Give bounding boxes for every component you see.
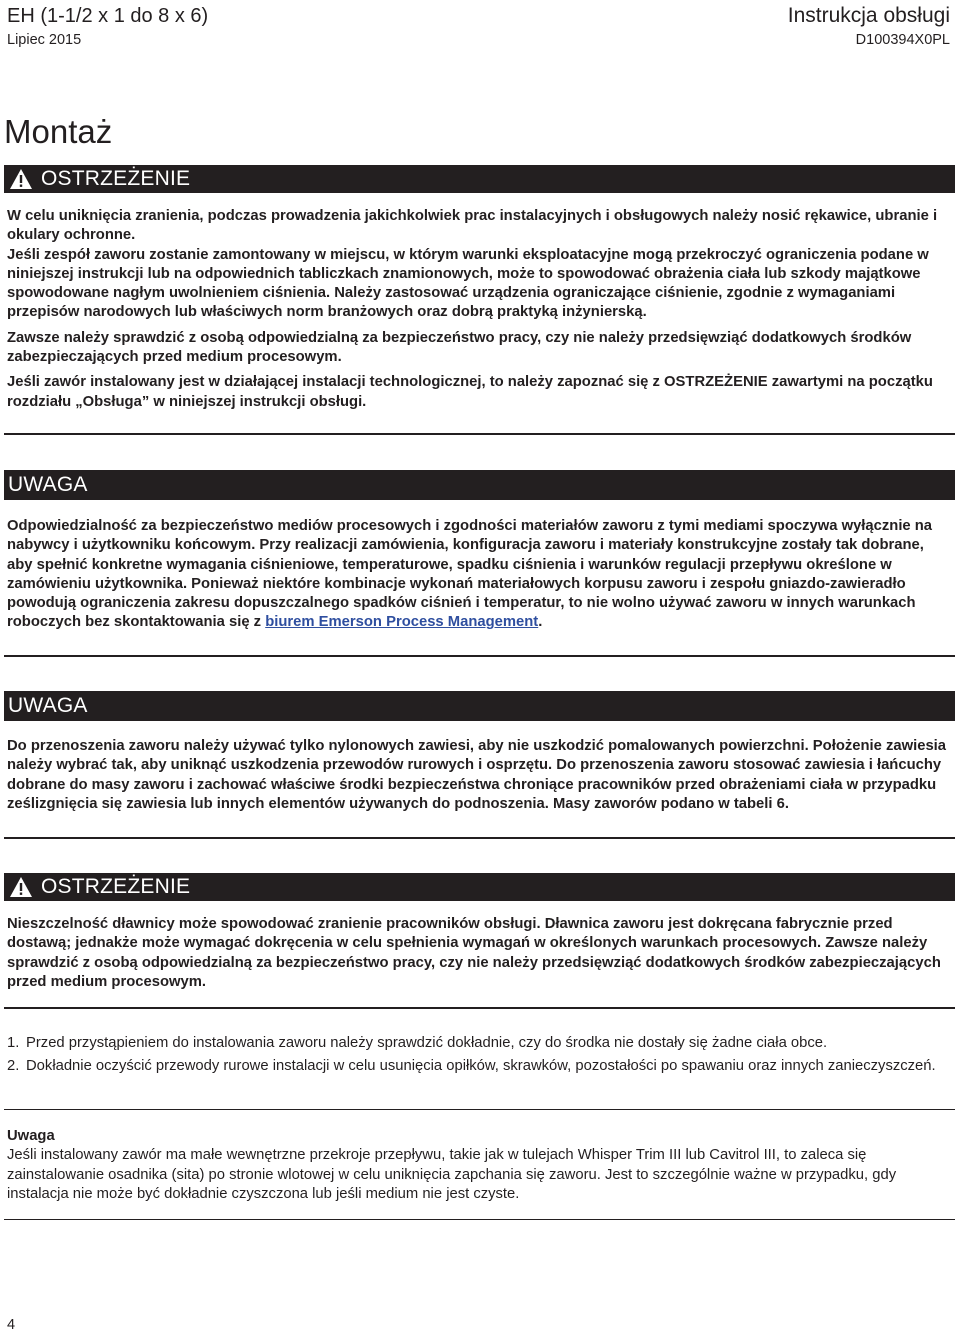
divider <box>4 1109 955 1110</box>
emerson-contact-link[interactable]: biurem Emerson Process Management <box>265 614 539 631</box>
warning-label: OSTRZEŻENIE <box>41 875 191 898</box>
divider <box>4 655 955 657</box>
warning-paragraph: Nieszczelność dławnicy może spowodować zranienie pracowników obsługi. Dławnica zaworu jest dokręcana fabrycznie przed dostawą; jednakże może wymagać dokręcenia w celu spełnienia wymagań w określonych warunkach procesowych. Zawsze należy sprawdzić z osobą odpowiedzialną za bezpieczeństwo pracy, czy nie należy przedsięwziąć dodatkowych środków zabezpieczających przed medium procesowym. <box>7 916 941 990</box>
note-text: Jeśli instalowany zawór ma małe wewnętrzne przekroje przepływu, takie jak w tulejach Whisper Trim III lub Cavitrol III, to zaleca się zainstalowanie osadnika (sita) po stronie wlotowej w celu uniknięcia zapchania się zaworu. Jest to szczególnie ważne w przypadku, gdy instalacja nie może być dokładnie czyszczona lub jeśli medium nie jest czyste. <box>7 1147 897 1202</box>
warning-paragraph: Jeśli zawór instalowany jest w działającej instalacji technologicznej, to należy zapoznać się z OSTRZEŻENIE zawartymi na początku rozdziału „Obsługa” w niniejszej instrukcji obsługi. <box>7 374 933 410</box>
notice-paragraph <box>7 517 953 633</box>
product-name: EH (1-1/2 x 1 do 8 x 6) <box>7 5 209 27</box>
notice-body <box>7 737 953 814</box>
notice-text-end: . <box>538 614 543 631</box>
header-right <box>788 4 950 50</box>
list-item <box>7 1034 953 1053</box>
notice-body <box>7 517 953 633</box>
step-text: Przed przystąpieniem do instalowania zaworu należy sprawdzić dokładnie, czy do środka nie dostały się żadne ciała obce. <box>26 1035 828 1051</box>
notice-text: Odpowiedzialność za bezpieczeństwo mediów procesowych i zgodności materiałów zaworu z tymi mediami spoczywa wyłącznie na nabywcy i użytkowniku końcowym. Przy realizacji zamówienia, konfiguracja zaworu i materiały konstrukcyjne zostały tak dobrane, aby spełnić konkretne wymagania ciśnieniowe, temperaturowe, spadku ciśnienia i warunków regulacji przepływu określone w zamówieniu użytkownika. Ponieważ niektóre kombinacje wykonań materiałowych korpusu zaworu i zespołu gniazdo-zawieradło powodują ograniczenia zakresu dopuszczalnego spadków ciśnień i temperatur, to nie wolno używać zaworu w innych warunkach roboczych bez skontaktowania się z <box>7 518 933 631</box>
warning-body <box>7 915 953 992</box>
step-number: 1. <box>7 1035 20 1051</box>
warning-paragraph: Zawsze należy sprawdzić z osobą odpowiedzialną za bezpieczeństwo pracy, czy nie należy przedsięwziąć dodatkowych środków zabezpieczających przed medium procesowym. <box>7 329 912 366</box>
divider <box>4 433 955 435</box>
notice-label: UWAGA <box>8 473 88 496</box>
warning-label: OSTRZEŻENIE <box>41 167 191 190</box>
notice-banner <box>4 691 955 721</box>
publication-date: Lipiec 2015 <box>7 32 82 48</box>
notice-label: UWAGA <box>8 694 88 717</box>
list-item <box>7 1057 953 1076</box>
notice-paragraph: Do przenoszenia zaworu należy używać tylko nylonowych zawiesi, aby nie uszkodzić pomalowanych powierzchni. Położenie zawiesia należy wybrać tak, aby uniknąć uszkodzenia przewodów rurowych i osprzętu. Do przenoszenia zaworu stosować zawiesia i łańcuchy dobrane do masy zaworu i zachować właściwe środki bezpieczeństwa chroniące pracowników przed obrażeniami ciała w przypadku ześlizgnięcia się zawiesia lub innych elementów używanych do podnoszenia. Masy zaworów podano w tabeli 6. <box>7 738 947 812</box>
warning-banner <box>4 873 955 901</box>
warning-triangle-icon <box>9 168 33 190</box>
step-number: 2. <box>7 1058 20 1075</box>
divider <box>4 837 955 839</box>
document-number: D100394X0PL <box>855 32 950 48</box>
divider <box>4 1007 955 1009</box>
warning-body <box>7 207 953 412</box>
step-text: Dokładnie oczyścić przewody rurowe instalacji w celu usunięcia opiłków, skrawków, pozostałości po spawaniu oraz innych zanieczyszczeń. <box>26 1058 936 1075</box>
note-title: Uwaga <box>7 1128 55 1144</box>
warning-paragraph: Jeśli zespół zaworu zostanie zamontowany w miejscu, w którym warunki eksploatacyjne mogą przekroczyć ograniczenia podane w niniejszej instrukcji lub na odpowiednich tabliczkach znamionowych, może to spowodować obrażenia ciała lub szkody majątkowe spowodowane nagłym uwolnieniem ciśnienia. Należy zastosować urządzenia ograniczające ciśnienie, zgodnie z wymaganiami przepisów narodowych lub właściwych norm branżowych oraz dobrą praktyką inżynierską. <box>7 246 929 321</box>
document-type: Instrukcja obsługi <box>787 4 950 27</box>
section-title: Montaż <box>4 113 113 150</box>
notice-banner <box>4 470 955 500</box>
header-left <box>7 4 208 50</box>
page-number: 4 <box>7 1317 16 1333</box>
divider <box>4 1219 955 1220</box>
page-header <box>0 0 960 50</box>
note-box <box>7 1127 953 1204</box>
warning-triangle-icon <box>9 876 33 898</box>
installation-steps <box>7 1034 953 1081</box>
warning-banner <box>4 165 955 193</box>
warning-paragraph: W celu uniknięcia zranienia, podczas prowadzenia jakichkolwiek prac instalacyjnych i obsługowych należy nosić rękawice, ubranie i okulary ochronne. <box>7 208 938 244</box>
